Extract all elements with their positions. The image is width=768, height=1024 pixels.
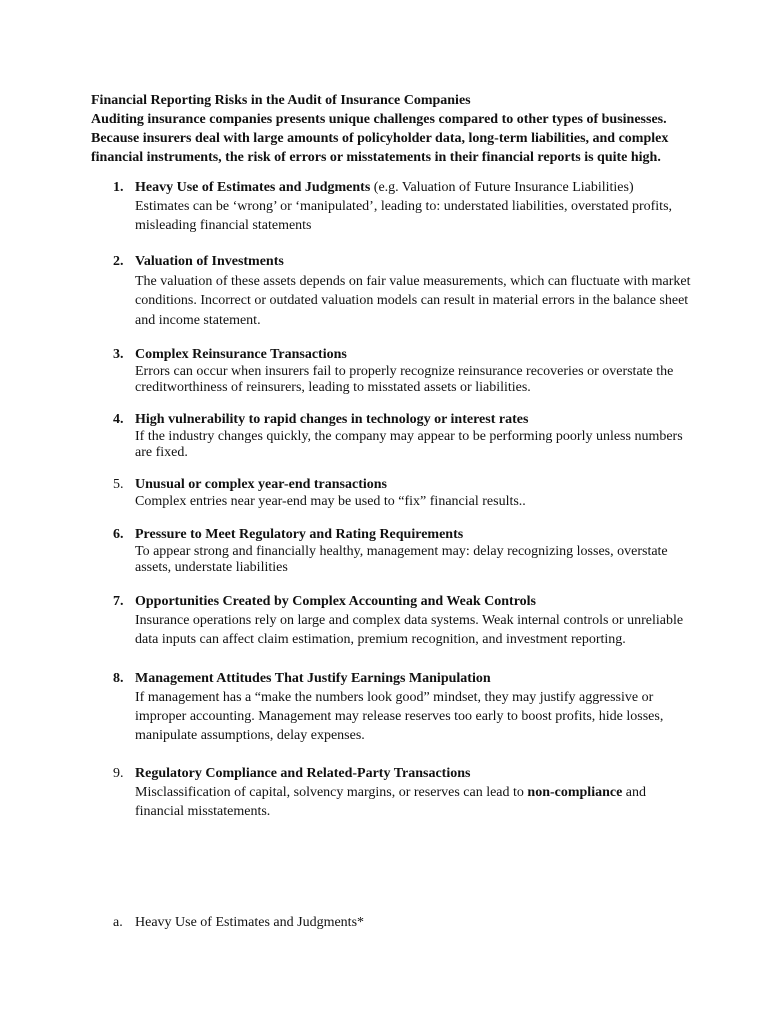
list-item (91, 252, 691, 330)
list-item (91, 412, 691, 462)
item-text-after: and financial misstatements. (135, 785, 647, 819)
item-heading: High vulnerability to rapid changes in technology or interest rates (135, 412, 529, 427)
list-number: 6. (113, 527, 124, 542)
list-item (91, 178, 691, 235)
item-text: To appear strong and financially healthy, management may: delay recognizing losses, overstate assets, understate liabilities (135, 543, 668, 575)
item-text: Errors can occur when insurers fail to properly recognize reinsurance recoveries or overstate the creditworthiness of reinsurers, leading to misstated assets or liabilities. (135, 363, 674, 395)
list-number: 3. (113, 347, 124, 362)
sub-list-marker: a. (113, 915, 123, 930)
sub-item-text: Heavy Use of Estimates and Judgments* (135, 915, 365, 930)
item-heading: Valuation of Investments (135, 254, 284, 269)
list-number: 7. (113, 594, 124, 609)
item-heading: Pressure to Meet Regulatory and Rating Requirements (135, 527, 464, 542)
sub-list-item (91, 913, 691, 932)
item-heading: Complex Reinsurance Transactions (135, 347, 347, 362)
document-intro: Auditing insurance companies presents unique challenges compared to other types of businesses. Because insurers deal with large amounts of policyholder data, long-term liabilities, and complex financial instruments, the risk of errors or misstatements in their financial reports is quite high. (91, 112, 669, 165)
item-text (135, 783, 691, 821)
list-item (91, 764, 691, 821)
item-heading-suffix: (e.g. Valuation of Future Insurance Liabilities) (370, 180, 634, 195)
item-text-before: Misclassification of capital, solvency margins, or reserves can lead to (135, 785, 528, 800)
list-item (91, 347, 691, 397)
list-number: 1. (113, 180, 124, 195)
item-text: Estimates can be ‘wrong’ or ‘manipulated’, leading to: understated liabilities, overstated profits, misleading financial statements (135, 199, 673, 233)
item-heading: Regulatory Compliance and Related-Party Transactions (135, 766, 471, 781)
item-text-bold: non-compliance (527, 785, 623, 800)
list-number: 8. (113, 671, 124, 686)
item-text: Insurance operations rely on large and complex data systems. Weak internal controls or unreliable data inputs can affect claim estimation, premium recognition, and investment reporting. (135, 613, 684, 647)
list-number: 5. (113, 477, 124, 492)
list-number: 4. (113, 412, 124, 427)
item-heading: Unusual or complex year-end transactions (135, 477, 387, 492)
item-heading: Opportunities Created by Complex Accounting and Weak Controls (135, 594, 536, 609)
item-text: If management has a “make the numbers look good” mindset, they may justify aggressive or improper accounting. Management may release reserves too early to boost profits, hide losses, manipulate assumptions, delay expenses. (135, 690, 664, 743)
list-number: 9. (113, 766, 124, 781)
item-text: The valuation of these assets depends on fair value measurements, which can fluctuate with market conditions. Incorrect or outdated valuation models can result in material errors in the balance sheet and income statement. (135, 273, 691, 328)
document-title: Financial Reporting Risks in the Audit of Insurance Companies (91, 93, 471, 108)
item-text: If the industry changes quickly, the company may appear to be performing poorly unless numbers are fixed. (135, 428, 683, 460)
list-item (91, 592, 691, 649)
list-item (91, 527, 691, 577)
item-heading: Heavy Use of Estimates and Judgments (135, 180, 371, 195)
list-item (91, 669, 691, 745)
item-text: Complex entries near year-end may be used to “fix” financial results.. (135, 493, 526, 509)
list-number: 2. (113, 254, 124, 269)
item-heading: Management Attitudes That Justify Earnings Manipulation (135, 671, 491, 686)
list-item (91, 477, 691, 510)
